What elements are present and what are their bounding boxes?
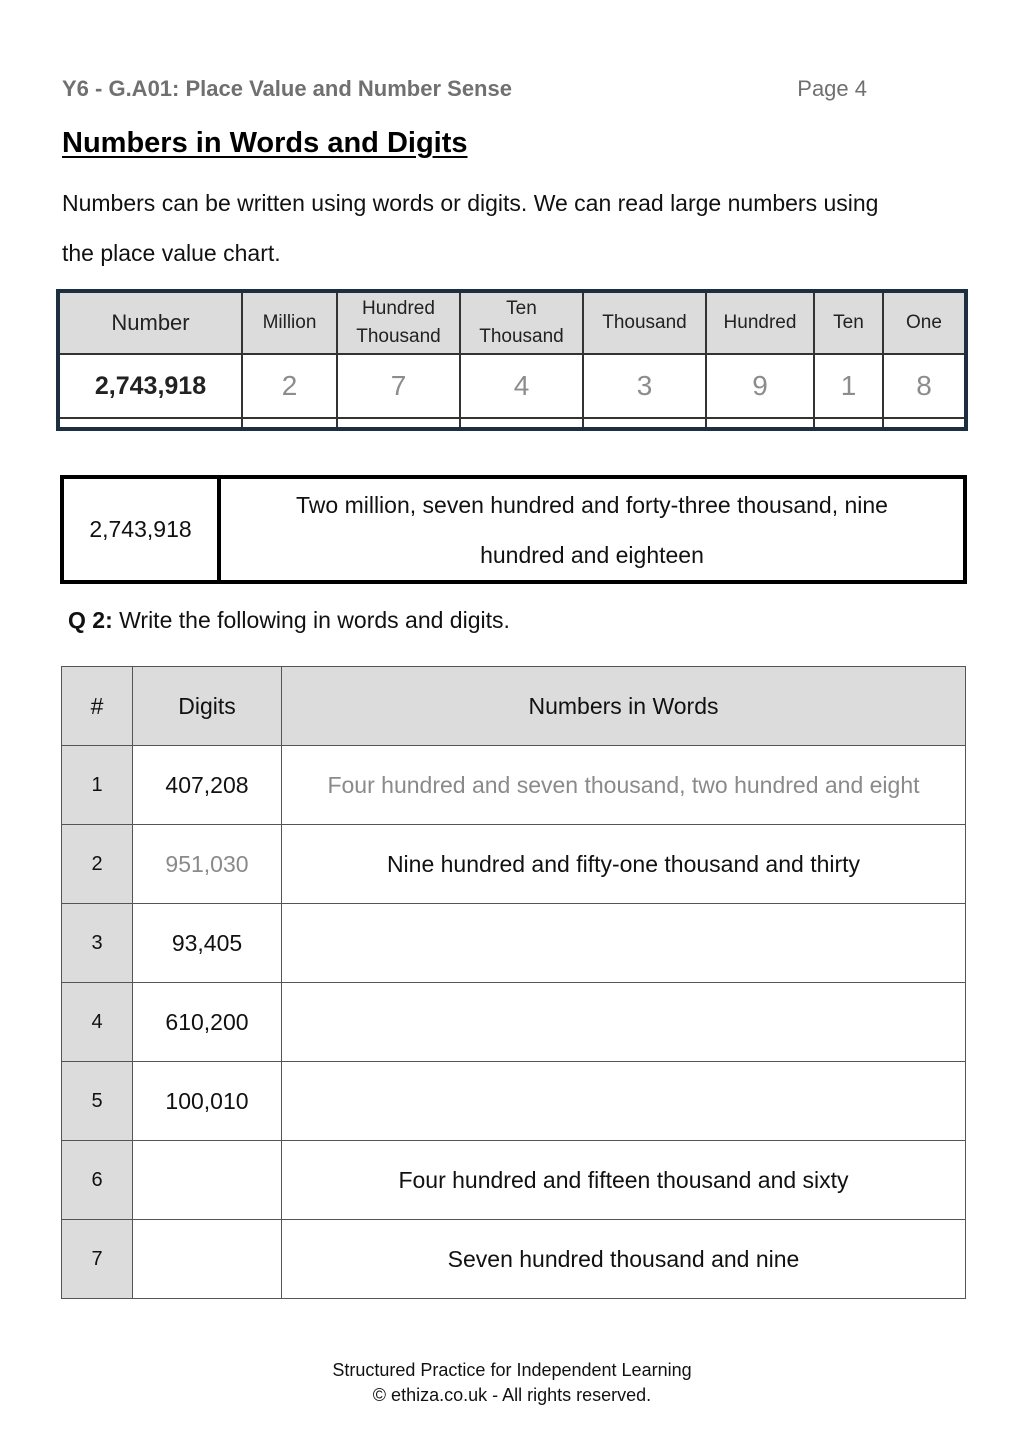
pv-cell-hundred-thousand: 7 bbox=[337, 354, 460, 418]
row-words: Four hundred and fifteen thousand and sixty bbox=[282, 1141, 966, 1220]
pv-cell-hundred: 9 bbox=[706, 354, 814, 418]
section-title: Numbers in Words and Digits bbox=[62, 127, 468, 159]
row-digits-blank[interactable] bbox=[133, 1141, 282, 1220]
pv-header-ten-thousand-line2: Thousand bbox=[479, 326, 564, 347]
place-value-chart bbox=[56, 289, 968, 431]
intro-line-1: Numbers can be written using words or digits. We can read large numbers using bbox=[62, 190, 879, 216]
pv-header-hundred-thousand bbox=[337, 293, 460, 354]
place-value-table bbox=[60, 293, 964, 429]
row-index: 4 bbox=[62, 983, 133, 1062]
answers-table bbox=[61, 666, 966, 1299]
place-value-header-row bbox=[60, 293, 964, 354]
answers-header-row bbox=[62, 667, 966, 746]
table-row bbox=[62, 1220, 966, 1299]
pv-cell-thousand: 3 bbox=[583, 354, 706, 418]
pv-cell-ten-thousand: 4 bbox=[460, 354, 583, 418]
row-words-blank[interactable] bbox=[282, 1062, 966, 1141]
pv-tail-cell bbox=[242, 418, 337, 429]
footer-copyright: © ethiza.co.uk - All rights reserved. bbox=[372, 1385, 652, 1405]
answers-header-index: # bbox=[62, 667, 133, 746]
row-words-blank[interactable] bbox=[282, 983, 966, 1062]
question-label: Q 2: bbox=[68, 607, 113, 633]
example-words-line-2: hundred and eighteen bbox=[480, 541, 704, 568]
pv-tail-cell bbox=[706, 418, 814, 429]
pv-header-one: One bbox=[883, 293, 964, 354]
intro-line-2: the place value chart. bbox=[62, 240, 281, 266]
pv-tail-cell bbox=[814, 418, 883, 429]
pv-tail-cell bbox=[337, 418, 460, 429]
pv-header-ten: Ten bbox=[814, 293, 883, 354]
row-digits-blank[interactable] bbox=[133, 1220, 282, 1299]
example-box bbox=[60, 475, 967, 584]
row-index: 1 bbox=[62, 746, 133, 825]
row-index: 6 bbox=[62, 1141, 133, 1220]
row-index: 2 bbox=[62, 825, 133, 904]
row-digits: 407,208 bbox=[133, 746, 282, 825]
pv-header-number: Number bbox=[60, 293, 242, 354]
page-number: Page 4 bbox=[797, 76, 867, 101]
row-digits: 93,405 bbox=[133, 904, 282, 983]
pv-cell-number: 2,743,918 bbox=[60, 354, 242, 418]
example-words-line-1: Two million, seven hundred and forty-three thousand, nine bbox=[296, 491, 888, 518]
example-digits: 2,743,918 bbox=[64, 479, 221, 580]
footer-tagline: Structured Practice for Independent Learning bbox=[332, 1360, 692, 1380]
row-words: Nine hundred and fifty-one thousand and thirty bbox=[282, 825, 966, 904]
table-row bbox=[62, 1062, 966, 1141]
answers-header-words: Numbers in Words bbox=[282, 667, 966, 746]
pv-tail-cell bbox=[583, 418, 706, 429]
page-footer bbox=[0, 1358, 1024, 1408]
row-words: Four hundred and seven thousand, two hundred and eight bbox=[282, 746, 966, 825]
intro-paragraph bbox=[62, 178, 967, 278]
table-row bbox=[62, 1141, 966, 1220]
example-words bbox=[221, 479, 963, 580]
row-digits: 951,030 bbox=[133, 825, 282, 904]
question-prompt bbox=[68, 607, 510, 634]
pv-tail-cell bbox=[883, 418, 964, 429]
table-row bbox=[62, 983, 966, 1062]
pv-tail-cell bbox=[460, 418, 583, 429]
row-words-blank[interactable] bbox=[282, 904, 966, 983]
row-digits: 100,010 bbox=[133, 1062, 282, 1141]
page-header bbox=[62, 76, 867, 106]
pv-header-thousand: Thousand bbox=[583, 293, 706, 354]
row-index: 7 bbox=[62, 1220, 133, 1299]
pv-header-hundred-thousand-line1: Hundred bbox=[362, 298, 435, 319]
document-code: Y6 - G.A01: Place Value and Number Sense bbox=[62, 76, 512, 101]
row-words: Seven hundred thousand and nine bbox=[282, 1220, 966, 1299]
row-index: 3 bbox=[62, 904, 133, 983]
row-digits: 610,200 bbox=[133, 983, 282, 1062]
pv-cell-one: 8 bbox=[883, 354, 964, 418]
table-row bbox=[62, 825, 966, 904]
place-value-row bbox=[60, 354, 964, 418]
pv-header-hundred: Hundred bbox=[706, 293, 814, 354]
row-index: 5 bbox=[62, 1062, 133, 1141]
pv-header-million: Million bbox=[242, 293, 337, 354]
place-value-tail-row bbox=[60, 418, 964, 429]
question-text: Write the following in words and digits. bbox=[112, 607, 510, 633]
table-row bbox=[62, 904, 966, 983]
pv-header-ten-thousand bbox=[460, 293, 583, 354]
pv-cell-ten: 1 bbox=[814, 354, 883, 418]
answers-header-digits: Digits bbox=[133, 667, 282, 746]
pv-cell-million: 2 bbox=[242, 354, 337, 418]
pv-tail-cell bbox=[60, 418, 242, 429]
pv-header-hundred-thousand-line2: Thousand bbox=[356, 326, 441, 347]
table-row bbox=[62, 746, 966, 825]
pv-header-ten-thousand-line1: Ten bbox=[506, 298, 537, 319]
